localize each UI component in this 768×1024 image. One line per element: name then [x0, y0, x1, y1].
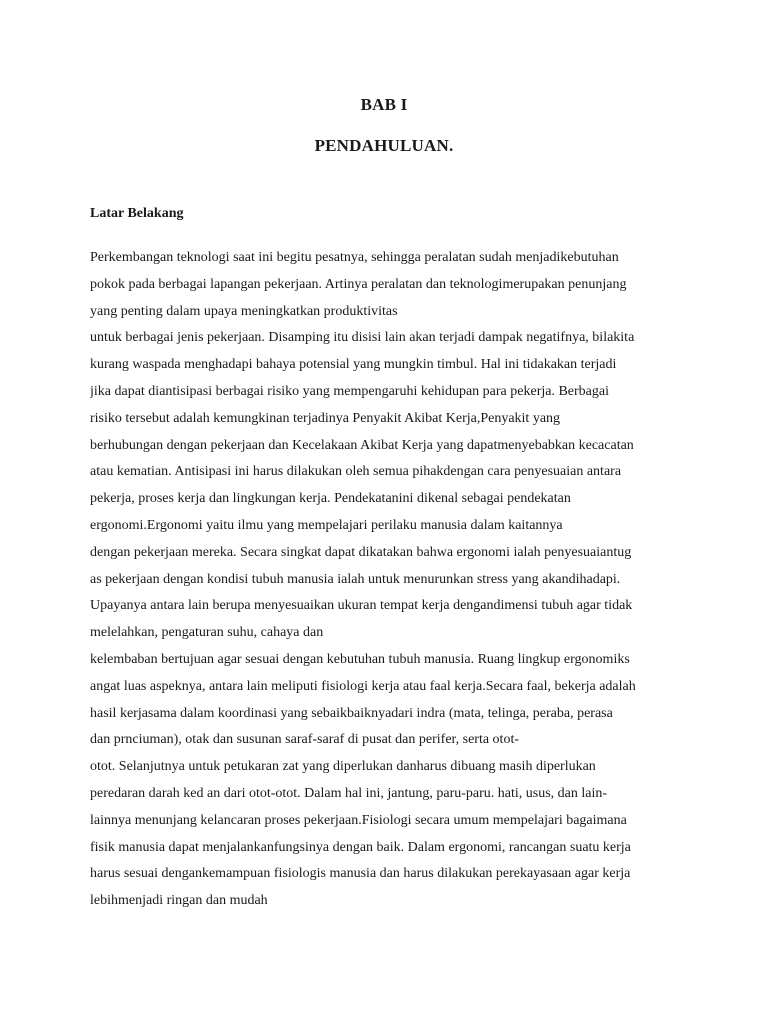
text-line: dan prnciuman), otak dan susunan saraf-saraf di pusat dan perifer, serta otot-: [90, 732, 520, 748]
text-line: ergonomi.Ergonomi yaitu ilmu yang mempelajari perilaku manusia dalam kaitannya: [90, 517, 563, 533]
text-line: otot. Selanjutnya untuk petukaran zat yang diperlukan danharus dibuang masih diperlukan: [90, 759, 596, 775]
text-line: angat luas aspeknya, antara lain meliputi fisiologi kerja atau faal kerja.Secara faal, bekerja adalah: [90, 678, 636, 694]
chapter-title: PENDAHULUAN.: [314, 136, 454, 155]
text-line: Perkembangan teknologi saat ini begitu pesatnya, sehingga peralatan sudah menjadikebutuhan: [90, 250, 619, 265]
section-heading: Latar Belakang: [90, 206, 184, 221]
text-line: lainnya menunjang kelancaran proses pekerjaan.Fisiologi secara umum mempelajari bagaimana: [90, 812, 627, 828]
text-line: kurang waspada menghadapi bahaya potensial yang mungkin timbul. Hal ini tidakakan terjadi: [90, 357, 617, 373]
text-line: kelembaban bertujuan agar sesuai dengan kebutuhan tubuh manusia. Ruang lingkup ergonomiks: [90, 651, 630, 667]
text-line: Upayanya antara lain berupa menyesuaikan ukuran tempat kerja dengandimensi tubuh agar tidak: [90, 598, 633, 614]
text-line: pokok pada berbagai lapangan pekerjaan. Artinya peralatan dan teknologimerupakan penunjang: [90, 276, 627, 292]
text-line: atau kematian. Antisipasi ini harus dilakukan oleh semua pihakdengan cara penyesuaian antara: [90, 464, 622, 480]
body-paragraph: [90, 245, 690, 915]
text-line: melelahkan, pengaturan suhu, cahaya dan: [90, 625, 324, 641]
text-line: untuk berbagai jenis pekerjaan. Disamping itu disisi lain akan terjadi dampak negatifnya, bilakita: [90, 330, 635, 346]
chapter-number: BAB I: [360, 95, 408, 114]
text-line: berhubungan dengan pekerjaan dan Kecelakaan Akibat Kerja yang dapatmenyebabkan kecacatan: [90, 437, 634, 453]
text-line: lebihmenjadi ringan dan mudah: [90, 893, 268, 909]
text-line: yang penting dalam upaya meningkatkan produktivitas: [90, 303, 398, 319]
text-line: fisik manusia dapat menjalankanfungsinya dengan baik. Dalam ergonomi, rancangan suatu kerja: [90, 839, 631, 855]
text-line: jika dapat diantisipasi berbagai risiko yang mempengaruhi kehidupan para pekerja. Berbagai: [90, 383, 609, 399]
text-line: dengan pekerjaan mereka. Secara singkat dapat dikatakan bahwa ergonomi ialah penyesuaiantug: [90, 544, 632, 560]
text-line: as pekerjaan dengan kondisi tubuh manusia ialah untuk menurunkan stress yang akandihadapi.: [90, 571, 621, 587]
text-line: risiko tersebut adalah kemungkinan terjadinya Penyakit Akibat Kerja,Penyakit yang: [90, 410, 561, 426]
text-line: hasil kerjasama dalam koordinasi yang sebaikbaiknyadari indra (mata, telinga, peraba, perasa: [90, 705, 613, 721]
text-line: peredaran darah ked an dari otot-otot. Dalam hal ini, jantung, paru-paru. hati, usus, dan lain-: [90, 785, 608, 801]
text-line: pekerja, proses kerja dan lingkungan kerja. Pendekatanini dikenal sebagai pendekatan: [90, 491, 571, 507]
text-line: harus sesuai dengankemampuan fisiologis manusia dan harus dilakukan perekayasaan agar kerja: [90, 866, 631, 882]
